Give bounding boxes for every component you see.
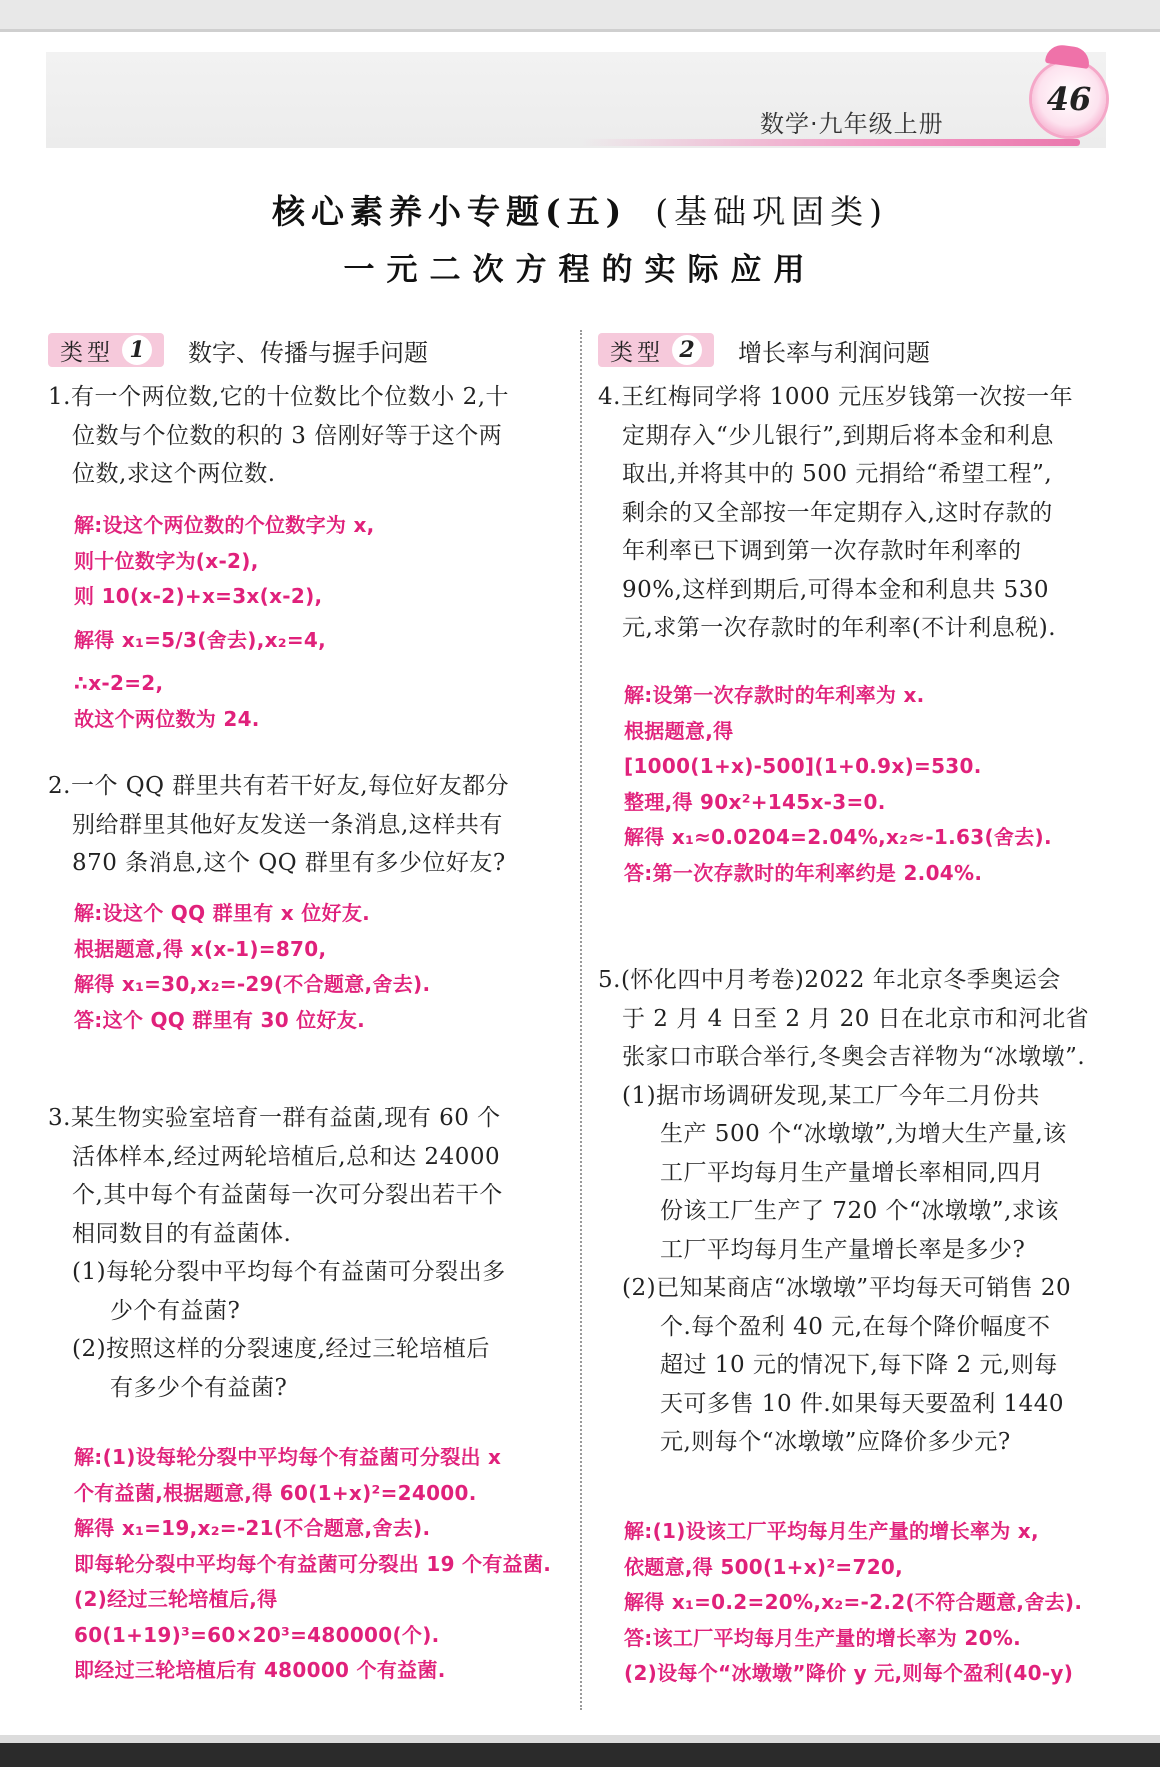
answer-line: 答:该工厂平均每月生产量的增长率为 20%. bbox=[624, 1625, 1022, 1650]
question-part: 工厂平均每月生产量增长率是多少? bbox=[660, 1236, 1026, 1263]
answer-line: 解得 x₁=5/3(舍去),x₂=4, bbox=[74, 627, 327, 652]
answer-line: 即经过三轮培植后有 480000 个有益菌. bbox=[74, 1658, 446, 1682]
question-line: 个,其中每个有益菌每一次可分裂出若干个 bbox=[72, 1182, 503, 1208]
answer-1 bbox=[74, 508, 375, 737]
question-part: 天可多售 10 件.如果每天要盈利 1440 bbox=[660, 1390, 1065, 1417]
subject-label: 数学·九年级上册 bbox=[760, 110, 944, 138]
question-part: 个.每个盈利 40 元,在每个降价幅度不 bbox=[660, 1313, 1051, 1340]
answer-5 bbox=[624, 1514, 1082, 1692]
page-number-badge bbox=[1032, 62, 1106, 136]
question-line: 张家口市联合举行,冬奥会吉祥物为“冰墩墩”. bbox=[622, 1044, 1086, 1070]
question-line: 1.有一个两位数,它的十位数比个位数小 2,十 bbox=[48, 384, 510, 410]
question-4 bbox=[598, 378, 1073, 648]
type-heading-2 bbox=[598, 332, 930, 368]
question-line: 于 2 月 4 日至 2 月 20 日在北京市和河北省 bbox=[622, 1005, 1090, 1032]
question-part: 少个有益菌? bbox=[110, 1297, 241, 1324]
answer-line: 解:设这个 QQ 群里有 x 位好友. bbox=[74, 901, 371, 925]
answer-line: ∴x-2=2, bbox=[74, 671, 164, 695]
answer-line: 解得 x₁=19,x₂=-21(不合题意,舍去). bbox=[74, 1516, 431, 1540]
title-suffix: (基础巩固类) bbox=[655, 192, 888, 231]
top-frame bbox=[0, 0, 1160, 32]
title-main: 核心素养小专题(五) bbox=[272, 192, 628, 231]
column-divider bbox=[580, 330, 582, 1710]
answer-line: 根据题意,得 x(x-1)=870, bbox=[74, 936, 327, 961]
answer-line: (2)经过三轮培植后,得 bbox=[74, 1587, 278, 1611]
answer-line: 解:(1)设该工厂平均每月生产量的增长率为 x, bbox=[624, 1519, 1039, 1543]
page-header bbox=[46, 52, 1106, 148]
answer-line: 解得 x₁=30,x₂=-29(不合题意,舍去). bbox=[74, 972, 431, 996]
answer-line: 故这个两位数为 24. bbox=[74, 706, 260, 731]
type-tag-label: 类型 bbox=[60, 339, 114, 366]
type-tag-2 bbox=[598, 333, 714, 367]
answer-line: [1000(1+x)-500](1+0.9x)=530. bbox=[624, 754, 982, 778]
question-2 bbox=[48, 767, 509, 883]
type-heading-1 bbox=[48, 332, 428, 368]
type-tag-label: 类型 bbox=[610, 339, 664, 366]
answer-line: 个有益菌,根据题意,得 60(1+x)²=24000. bbox=[74, 1480, 477, 1505]
answer-3 bbox=[74, 1440, 551, 1689]
answer-line: 解:设第一次存款时的年利率为 x. bbox=[624, 683, 925, 707]
question-3 bbox=[48, 1099, 506, 1407]
question-line: 位数与个位数的积的 3 倍刚好等于这个两 bbox=[72, 422, 503, 449]
question-part: (1)据市场调研发现,某工厂今年二月份共 bbox=[622, 1082, 1040, 1109]
answer-line: 根据题意,得 bbox=[624, 718, 734, 743]
answer-line: 则十位数字为(x-2), bbox=[74, 548, 259, 573]
question-1 bbox=[48, 378, 509, 494]
type-tag-number: 2 bbox=[672, 335, 702, 365]
question-line: 5.(怀化四中月考卷)2022 年北京冬季奥运会 bbox=[598, 967, 1061, 993]
question-line: 元,求第一次存款时的年利率(不计利息税). bbox=[622, 615, 1057, 641]
answer-line: 解得 x₁≈0.0204=2.04%,x₂≈-1.63(舍去). bbox=[624, 825, 1052, 849]
answer-4 bbox=[624, 678, 1052, 891]
type-tag-1 bbox=[48, 333, 164, 367]
answer-line: 答:这个 QQ 群里有 30 位好友. bbox=[74, 1007, 365, 1032]
question-part: 有多少个有益菌? bbox=[110, 1374, 288, 1401]
type-tag-number: 1 bbox=[122, 335, 152, 365]
answer-2 bbox=[74, 896, 430, 1038]
question-line: 取出,并将其中的 500 元捐给“希望工程”, bbox=[622, 461, 1053, 487]
answer-line: 依题意,得 500(1+x)²=720, bbox=[624, 1554, 904, 1579]
page-number: 46 bbox=[1046, 80, 1092, 118]
question-part: 元,则每个“冰墩墩”应降价多少元? bbox=[660, 1429, 1011, 1455]
bottom-frame bbox=[0, 1735, 1160, 1767]
question-part: 超过 10 元的情况下,每下降 2 元,则每 bbox=[660, 1352, 1058, 1378]
question-line: 别给群里其他好友发送一条消息,这样共有 bbox=[72, 811, 503, 838]
question-5 bbox=[598, 961, 1089, 1462]
question-part: 份该工厂生产了 720 个“冰墩墩”,求该 bbox=[660, 1198, 1059, 1224]
answer-line: 60(1+19)³=60×20³=480000(个). bbox=[74, 1622, 440, 1647]
question-line: 剩余的又全部按一年定期存入,这时存款的 bbox=[622, 499, 1053, 526]
answer-line: 则 10(x-2)+x=3x(x-2), bbox=[74, 584, 323, 608]
type-title-2: 增长率与利润问题 bbox=[738, 338, 930, 367]
question-line: 定期存入“少儿银行”,到期后将本金和利息 bbox=[622, 422, 1054, 449]
question-line: 90%,这样到期后,可得本金和利息共 530 bbox=[622, 576, 1049, 603]
type-title-1: 数字、传播与握手问题 bbox=[188, 338, 428, 367]
question-line: 位数,求这个两位数. bbox=[72, 461, 276, 487]
answer-line: 解:(1)设每轮分裂中平均每个有益菌可分裂出 x bbox=[74, 1445, 502, 1469]
question-line: 相同数目的有益菌体. bbox=[72, 1220, 292, 1247]
question-part: (1)每轮分裂中平均每个有益菌可分裂出多 bbox=[72, 1259, 506, 1285]
question-line: 3.某生物实验室培育一群有益菌,现有 60 个 bbox=[48, 1105, 501, 1131]
question-part: 工厂平均每月生产量增长率相同,四月 bbox=[660, 1159, 1044, 1186]
header-accent-line bbox=[580, 139, 1080, 146]
question-line: 4.王红梅同学将 1000 元压岁钱第一次按一年 bbox=[598, 384, 1074, 410]
question-line: 870 条消息,这个 QQ 群里有多少位好友? bbox=[72, 850, 506, 876]
page-subtitle: 一元二次方程的实际应用 bbox=[343, 252, 817, 288]
question-part: (2)按照这样的分裂速度,经过三轮培植后 bbox=[72, 1336, 490, 1362]
question-line: 年利率已下调到第一次存款时年利率的 bbox=[622, 538, 1022, 564]
answer-line: 解:设这个两位数的个位数字为 x, bbox=[74, 513, 375, 537]
question-line: 活体样本,经过两轮培植后,总和达 24000 bbox=[72, 1143, 501, 1170]
answer-line: 整理,得 90x²+145x-3=0. bbox=[624, 789, 886, 814]
question-part: 生产 500 个“冰墩墩”,为增大生产量,该 bbox=[660, 1121, 1067, 1147]
question-line: 2.一个 QQ 群里共有若干好友,每位好友都分 bbox=[48, 773, 510, 799]
question-part: (2)已知某商店“冰墩墩”平均每天可销售 20 bbox=[622, 1275, 1072, 1301]
answer-line: 即每轮分裂中平均每个有益菌可分裂出 19 个有益菌. bbox=[74, 1551, 552, 1576]
answer-line: 答:第一次存款时的年利率约是 2.04%. bbox=[624, 860, 983, 885]
answer-line: (2)设每个“冰墩墩”降价 y 元,则每个盈利(40-y) bbox=[624, 1661, 1074, 1685]
page-title bbox=[0, 186, 1160, 233]
answer-line: 解得 x₁=0.2=20%,x₂=-2.2(不符合题意,舍去). bbox=[624, 1590, 1083, 1614]
